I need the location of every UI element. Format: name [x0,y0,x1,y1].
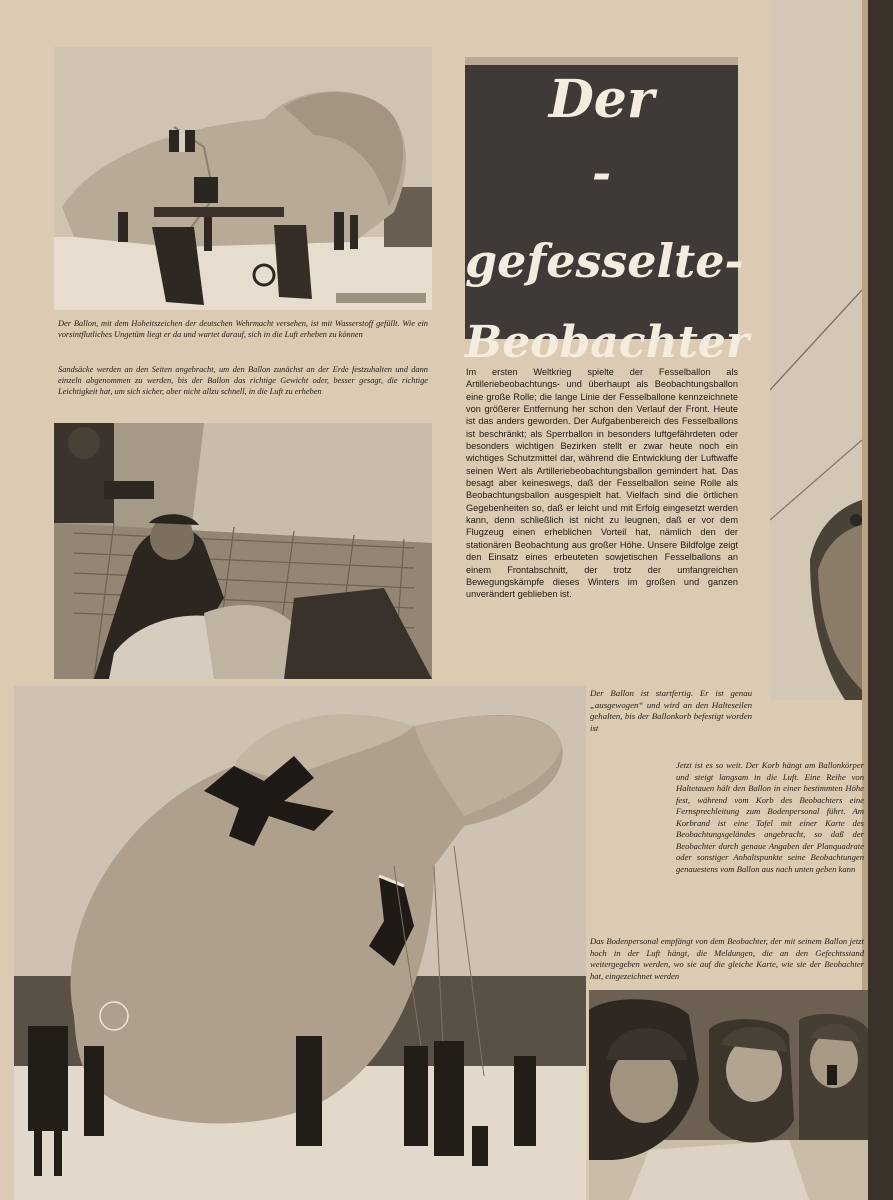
photo-sandbags-net [54,423,432,679]
title-line-gefesselte: -gefesselte- [465,146,744,288]
title-line-beobachter: Beobachter [465,317,750,368]
photo-balloon-sky-strip [770,0,862,700]
photo-balloon-ground [54,47,432,310]
title-box [465,57,750,368]
caption-sandbags: Sandsäcke werden an den Seiten angebracht, um den Ballon zunächst an der Erde festzuhalten und dann einzeln abgenommen zu werden, bis der Ballon das richtige Gewicht oder, besser gesagt, die richtige Leichtigkeit hat, um sich sicher, aber nicht allzu schnell, in die Luft zu erheben [58,365,428,397]
caption-balloon-filled: Der Ballon, mit dem Hoheitszeichen der deutschen Wehrmacht versehen, ist mit Wasserstoff gefüllt. Wie ein vorsintflutliches Ungetüm liegt er da und wartet darauf, sich in die Luft erheben zu können [58,319,428,340]
caption-balloon-ready: Der Ballon ist startfertig. Er ist genau „ausgewogen“ und wird an den Halteseilen gehalten, bis der Ballonkorb befestigt worden ist [590,688,752,733]
caption-ground-crew: Das Bodenpersonal empfängt von dem Beobachter, der mit seinem Ballon jetzt hoch in der Luft hängt, die Meldungen, die an den Gefechtsstand weitergegeben werden, wo sie auf die gleiche Karte, wie sie der Beobachter hat, eingezeichnet werden [590,936,864,981]
photo-ground-crew [589,990,868,1200]
photo-balloon-ready [14,686,586,1200]
adjacent-page-edge [868,0,893,1200]
caption-basket-rising: Jetzt ist es so weit. Der Korb hängt am Ballonkörper und steigt langsam in die Luft. Eine Reihe von Haltetauen hält den Ballon in einer bestimmten Höhe fest, während vom Korb des Beobachters eine Fernsprechleitung zum Bodenpersonal führt. Am Korbrand ist eine Tafel mit einer Karte des Beobachtungsgeländes angebracht, so daß der Beobachter durch genaue Angaben der Planquadrate oder sonstiger Anhaltspunkte seine Beobachtungen genauestens vom Ballon aus nach unten geben kann [676,760,864,874]
title-line-der: Der [548,69,655,130]
article-body: Im ersten Weltkrieg spielte der Fesselballon als Artilleriebeobachtungs- und überhaupt als Beobachtungsballon eine große Rolle; die lange Linie der Fesselballone kennzeichnete von größerer Entfernung her schon den Verlauf der Front. Heute ist das anders geworden. Der Aufgabenbereich des Fesselballons ist beschränkt; als Sperrballon in besonders luftgefährdeten oder besonders wichtigen Bezirken stellt er zwar heute noch ein wichtiges Schutzmittel dar, während die Entwicklung der Luftwaffe seinen Wert als Artilleriebeobachtungsballon gemindert hat. Das besagt aber keineswegs, daß der Fesselballon seine Rolle als Beobachtungsballon ausgespielt hat. Vielfach sind die örtlichen Gegebenheiten so, daß er leicht und mit Erfolg eingesetzt werden kann, denn schließlich ist nicht zu leugnen, daß er vor dem Flugzeug einen erheblichen Vorteil hat, nämlich den der stationären Beobachtung aus großer Höhe. Unsere Bildfolge zeigt den Einsatz eines erbeuteten sowjetischen Fesselballons an einem Frontabschnitt, der trotz der umfangreichen Bewegungskämpfe dieses Winters im großen und ganzen unverändert geblieben ist. [466,367,738,600]
